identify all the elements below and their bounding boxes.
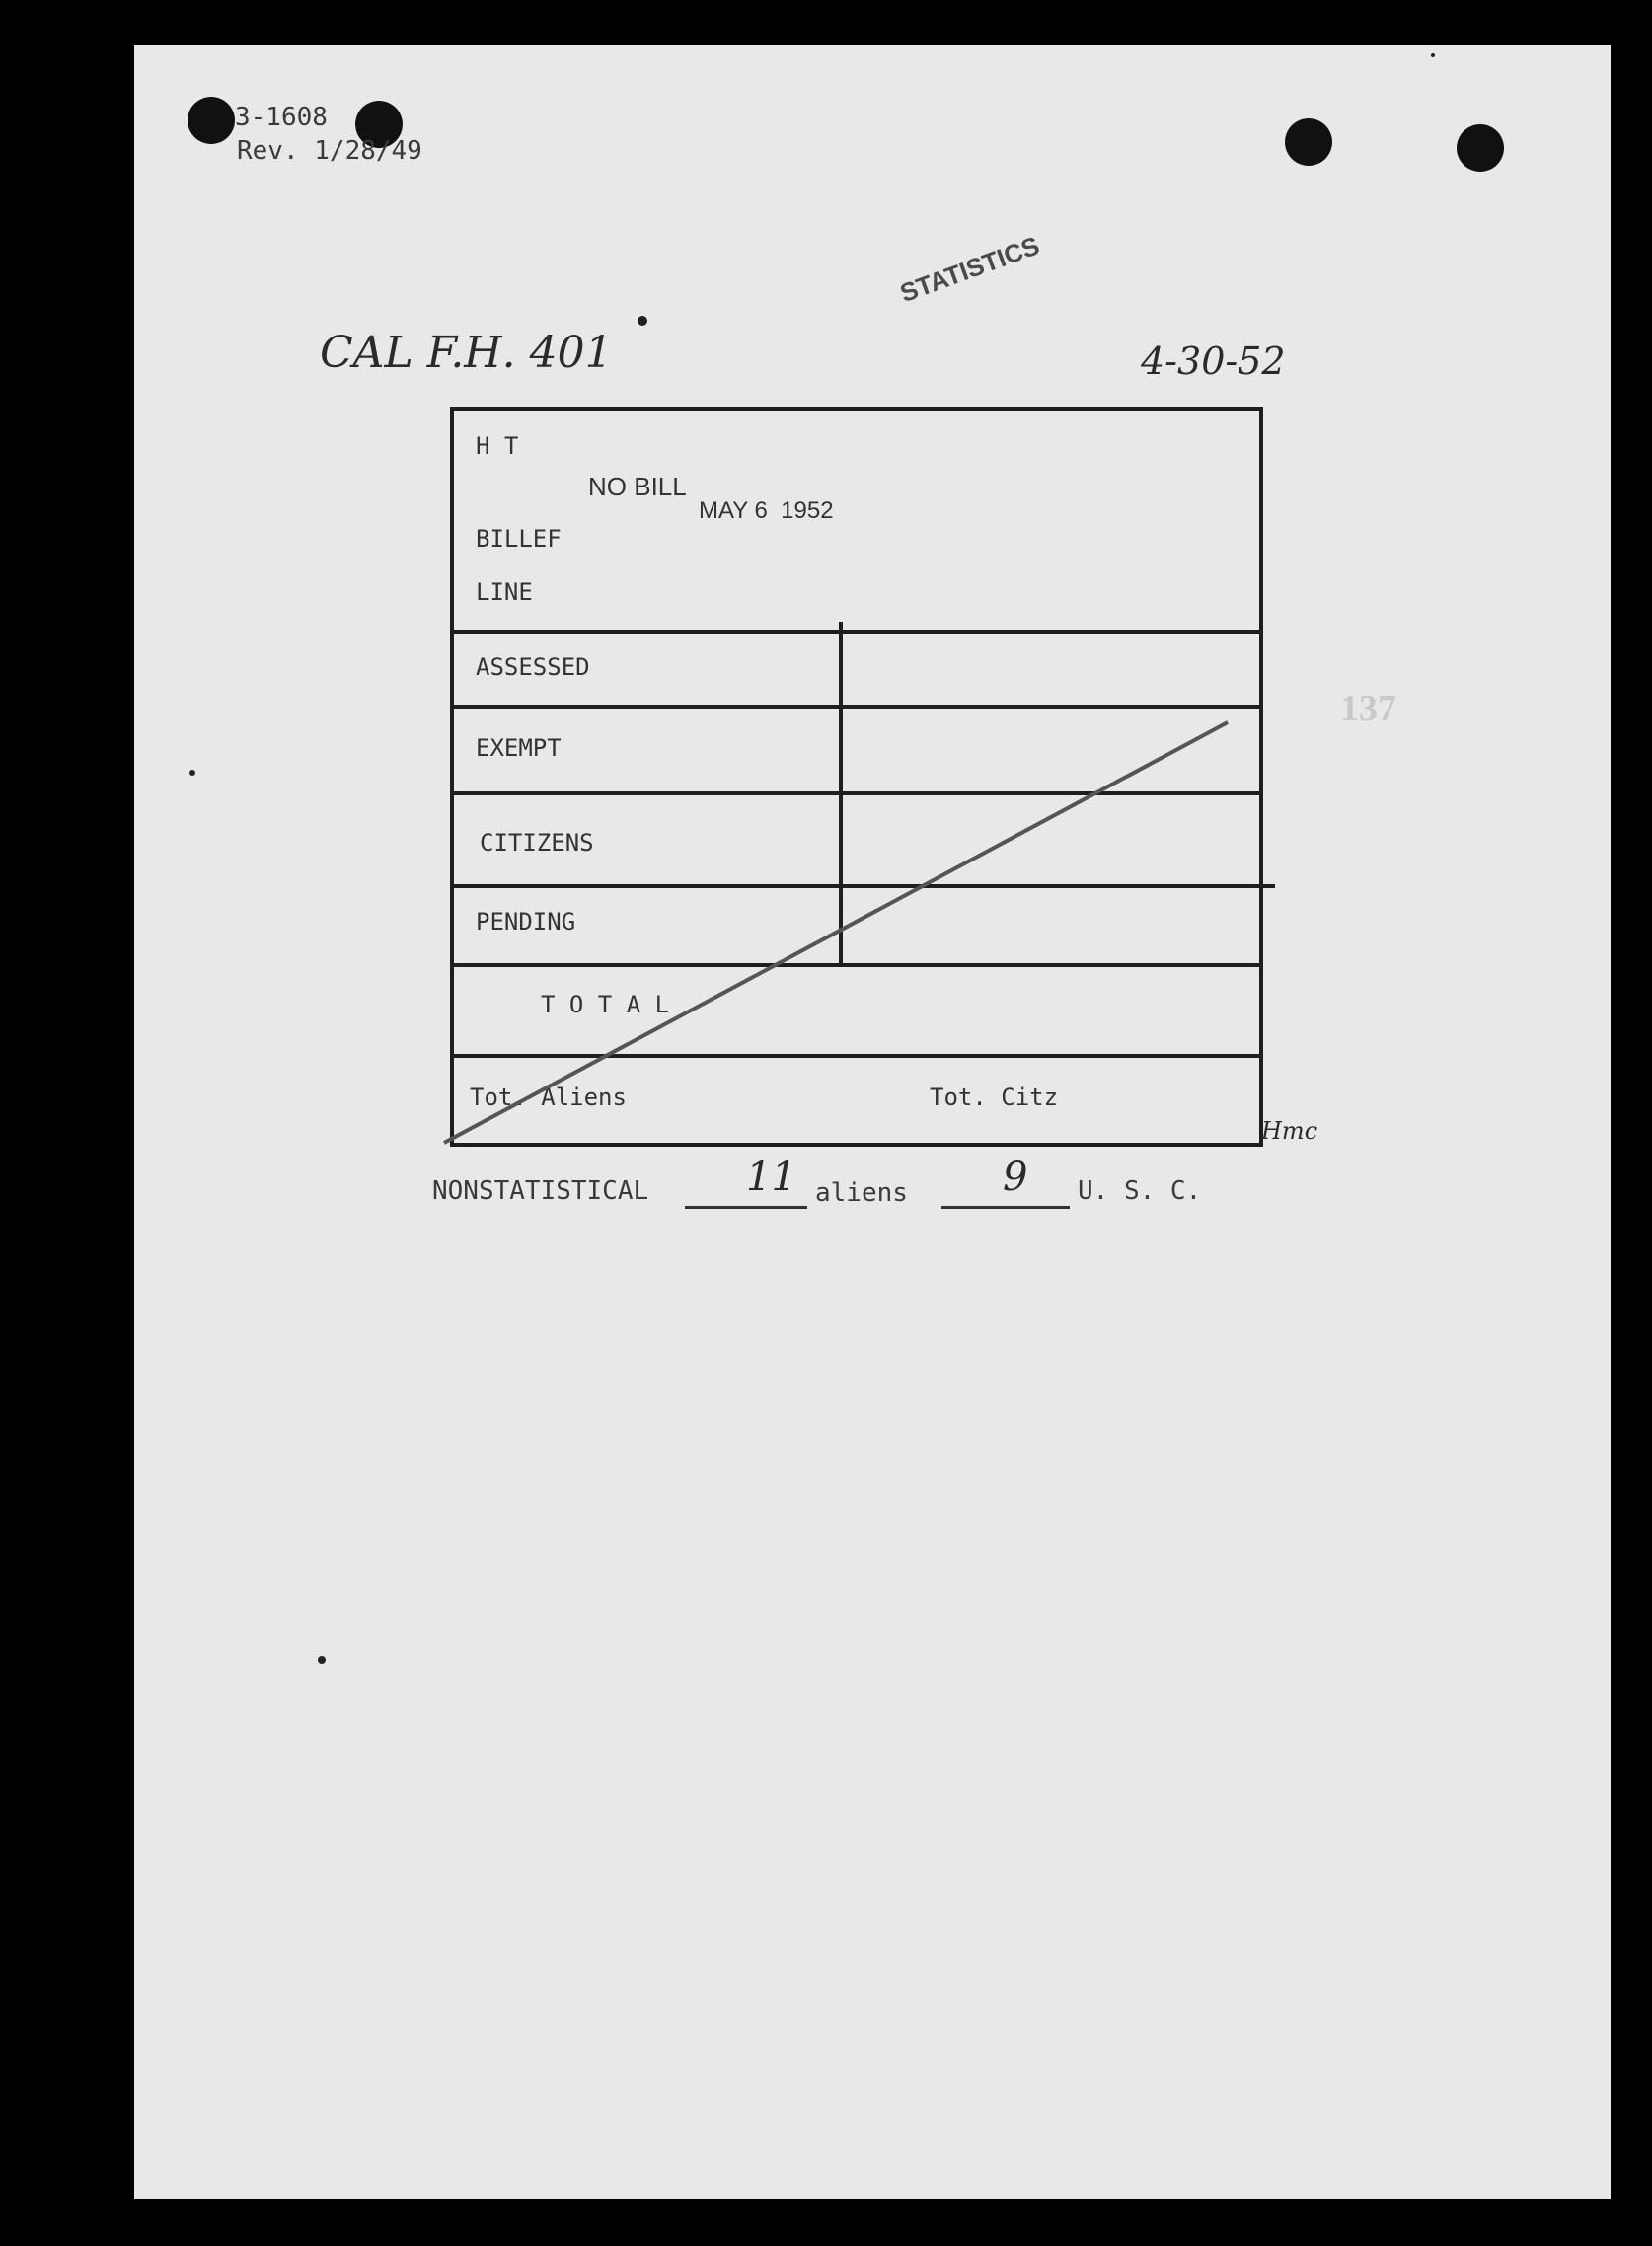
header-line: LINE [476,578,533,606]
row-pending: PENDING [476,908,576,936]
statistics-stamp: STATISTICS [896,230,1044,309]
handwritten-usc-count: 9 [1003,1155,1028,1200]
row-tot-aliens: Tot. Aliens [470,1084,627,1111]
document-page [134,45,1611,2199]
aliens-blank-line [685,1206,807,1209]
no-bill-stamp: NO BILL [588,472,687,501]
speck [638,316,647,326]
speck [1431,53,1435,57]
punch-hole-top-left [188,97,235,144]
handwritten-aliens-count: 11 [746,1155,796,1200]
header-ht: H T [476,432,519,460]
handwritten-case-ref: CAL F.H. 401 [320,328,613,378]
usc-blank-line [941,1206,1070,1209]
row-tot-citz: Tot. Citz [930,1084,1059,1111]
statistics-form-table [450,407,1263,1147]
speck [189,770,195,776]
revision-date: Rev. 1/28/49 [237,136,422,166]
row-total: T O T A L [541,991,670,1018]
row-assessed: ASSESSED [476,653,590,681]
punch-hole-top-right-2 [1457,124,1504,172]
row-exempt: EXEMPT [476,734,562,762]
faint-page-number: 137 [1340,688,1396,729]
usc-label: U. S. C. [1078,1176,1202,1206]
aliens-word: aliens [815,1178,908,1208]
form-number: 3-1608 [235,103,328,132]
row-citizens: CITIZENS [480,829,594,857]
header-billef: BILLEF [476,525,562,553]
diagonal-strike-line [450,407,1263,1147]
speck [318,1656,326,1664]
handwritten-initials: Hmc [1261,1117,1318,1145]
nonstatistical-label: NONSTATISTICAL [432,1176,649,1206]
received-date-stamp: MAY 6 1952 [699,497,834,524]
handwritten-date: 4-30-52 [1141,339,1286,383]
punch-hole-top-right-1 [1285,118,1332,166]
